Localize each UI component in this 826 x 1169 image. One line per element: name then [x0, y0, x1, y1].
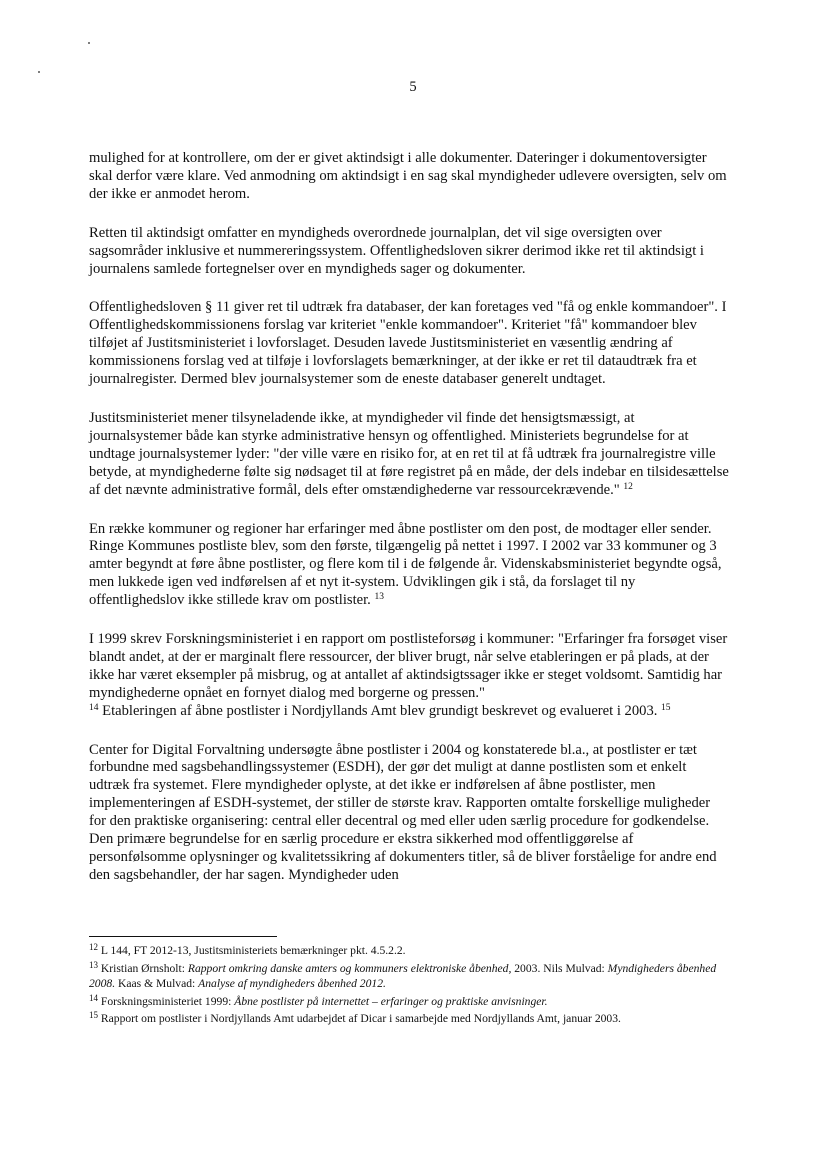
footnote-ref: 14 — [89, 702, 99, 713]
paragraph: Center for Digital Forvaltning undersøgte åbne postlister i 2004 og konstaterede bl.a., at postlister er tæt forbundne med sagsbehandlingssystemer (ESDH), der gør det muligt at danne postlisten som et enkelt udtræk fra systemet. Flere myndigheder oplyste, at det ikke er indførelsen af åbne postlister, men implementeringen af ESDH-systemet, der stiller de største krav. Rapporten omtalte forskellige muligheder for den praktiske organisering: central eller decentral og med eller uden særlig procedure for godkendelse. Den primære begrundelse for en særlig procedure er ekstra sikkerhed mod offentliggørelse af personfølsomme oplysninger og kvalitetssikring af dokumenters titler, så de bliver forståelige for andre end den sagsbehandler, der har sagen. Myndigheder uden — [89, 741, 717, 883]
paragraph: mulighed for at kontrollere, om der er givet aktindsigt i alle dokumenter. Dateringer i dokumentoversigter skal derfor være klare. Ved anmodning om aktindsigt i en sag skal myndigheder udlevere oversigten, selv om der ikke er anmodet herom. — [89, 150, 727, 202]
footnote-ref: 12 — [623, 481, 633, 492]
body-text — [89, 150, 729, 906]
footnote-separator — [89, 936, 277, 937]
paragraph: I 1999 skrev Forskningsministeriet i en rapport om postlisteforsøg i kommuner: "Erfaringer fra forsøget viser blandt andet, at der er marginalt flere ressourcer, der bliver brugt, når selve etableringen er på plads, at der ikke har været eksempler på misbrug, og at antallet af aktindsigtssager ikke er steget voldsomt. Samtidig har myndighederne opnået en fornyet dialog med borgerne og pressen." $^{14}$ Etableringen af åbne postlister i Nordjyllands Amt blev grundigt beskrevet og evalueret i 2003. $^{15}$ — [89, 631, 728, 719]
footnote: $^{12}$ L 144, FT 2012-13, Justitsministeriets bemærkninger pkt. 4.5.2.2. — [89, 942, 406, 957]
scan-speck — [38, 71, 40, 73]
page-number: 5 — [409, 79, 417, 95]
scan-speck — [88, 42, 90, 44]
footnote: $^{13}$ Kristian Ørnsholt: Rapport omkring danske amters og kommuners elektroniske åbenhed, 2003. Nils Mulvad: Myndigheders åbenhed 2008. Kaas & Mulvad: Analyse af myndigheders åbenhed 2012. — [89, 959, 717, 991]
footnote-ref: 13 — [374, 592, 384, 603]
footnote: $^{14}$ Forskningsministeriet 1999: Åbne postlister på internettet – erfaringer og praktiske anvisninger. — [89, 992, 548, 1008]
footnote-ref: 15 — [661, 702, 671, 713]
paragraph: Offentlighedsloven § 11 giver ret til udtræk fra databaser, der kan foretages ved "få og enkle kommandoer". I Offentlighedskommissionens forslag var kriteriet "enkle kommandoer". Kriteriet "få" kommandoer blev tilføjet af Justitsministeriet i lovforslaget. Desuden lavede Justitsministeriet en væsentlig ændring af kommissionens forslag ved at tilføje i lovforslagets bemærkninger, at der ikke er ret til dataudtræk fra et journalregister. Dermed blev journalsystemer som de eneste databaser generelt undtaget. — [89, 299, 727, 388]
paragraph: Justitsministeriet mener tilsyneladende ikke, at myndigheder vil finde det hensigtsmæssigt, at journalsystemer både kan styrke administrative hensyn og offentlighed. Ministeriets begrundelse for at undtage journalsystemer lyder: "der ville være en risiko for, at en ret til at få udtræk fra journalregistre ville betyde, at myndighederne følte sig nødsaget til at føre registret på en måde, der dels indebar en tilsidesættelse af det nævnte administrative formål, dels efter omstændighederne var ressourcekrævende." $^{12}$ — [89, 409, 729, 498]
footnotes — [89, 943, 729, 1029]
footnote: $^{15}$ Rapport om postlister i Nordjyllands Amt udarbejdet af Dicar i samarbejde med Nordjyllands Amt, januar 2003. — [89, 1010, 621, 1026]
paragraph: Retten til aktindsigt omfatter en myndigheds overordnede journalplan, det vil sige oversigten over sagsområder inklusive et nummereringssystem. Offentlighedsloven sikrer derimod ikke ret til aktindsigt i journalens samlede fortegnelser over en myndigheds sager og dokumenter. — [89, 224, 704, 277]
paragraph: En række kommuner og regioner har erfaringer med åbne postlister om den post, de modtager eller sender. Ringe Kommunes postliste blev, som den første, tilgængelig på nettet i 1997. I 2002 var 33 kommuner og 3 amter begyndt at føre åbne postlister, og flere kom til i de følgende år. Videnskabsministeriet begyndte også, men lukkede igen ved indførelsen af et nyt it-system. Udviklingen gik i stå, da forslaget til ny offentlighedslov ikke stillede krav om postlister. $^{13}$ — [89, 520, 722, 609]
